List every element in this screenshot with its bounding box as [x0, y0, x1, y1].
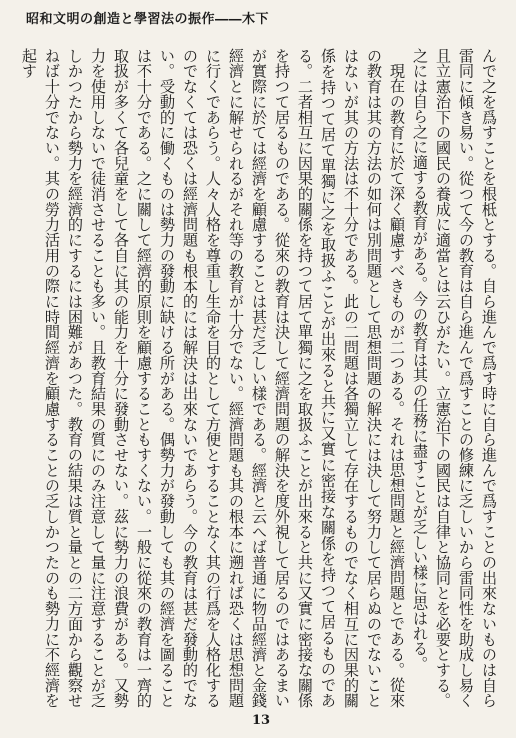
- paragraph: 現在の教育に於て深く顧慮すべきものが二つある。それは思想問題と經濟問題とである。從來の教育は其の方法の如何は別問題として思想問題の解決には決して努力して居らぬのでないことはないが其の方法は不十分である。此の二問題は各獨立して存在するものでなく相互に因果的關係を持つて居て單獨に之を取扱ふことが出來ると共に又實に密接な關係を持つて居るものである。二者相互に因果的關係を持つて居て單獨に之を取扱ふことが出來ると共に又實に密接な關係を持つて居るものである。從來の教育は決して經濟問題の解決を度外視して居るのではあるまいが實際に於ては經濟を顧慮することは甚だ乏しい樣である。經濟と云へば普通に物品經濟と金錢經濟とに解せられるがそれ等の教育が十分でない。經濟問題も其の根本に遡れば恐くは思想問題に行くであらう。人々人格を尊重し生命を目的として方便とすることなく其の行爲を人格化するのでなくては恐くは經濟問題も根本的には解決は出來ないであらう。今の教育は甚だ發動的でない。受動的に働くものは勢力の發動に缺ける所がある。偶勢力が發動しても其の經濟を圖ることは不十分である。之に關して經濟的原則を顧慮することもすくない。一般に從來の教育は一齊的取扱が多くて各兒童をして各自に其の能力を十分に發動させない。茲に勢力の浪費がある。又勢力を使用しないで徒消させることも多い。且教育結果の質にのみ注意して量に注意することが乏しかつたから勢力を經濟的にするには困難があつた。教育の結果は質と量との二方面から觀察せねば十分でない。其の勞力活用の際に時間經濟を顧慮することの乏しかつたのも勢力に不經濟を起す: [20, 48, 406, 708]
- page-number: 13: [251, 713, 271, 728]
- running-title: 昭和文明の創造と學習法の振作――木下: [26, 12, 270, 27]
- paragraph: んで之を爲すことを根柢とする。自ら進んで爲す時に自ら進んで爲すことの出來ないものは自ら雷同に傾き易い。從つて今の教育は自ら進んで爲すことの修練に乏しいから雷同性を助成し易く且立憲治下の國民の養成に適當とは云ひがたい。立憲治下の國民は自律と協同とを必要とする。之には自ら之に適する教育がある。今の教育は其の任務に盡すことが乏しい樣に思はれる。: [411, 48, 498, 708]
- body-text: [12, 48, 500, 708]
